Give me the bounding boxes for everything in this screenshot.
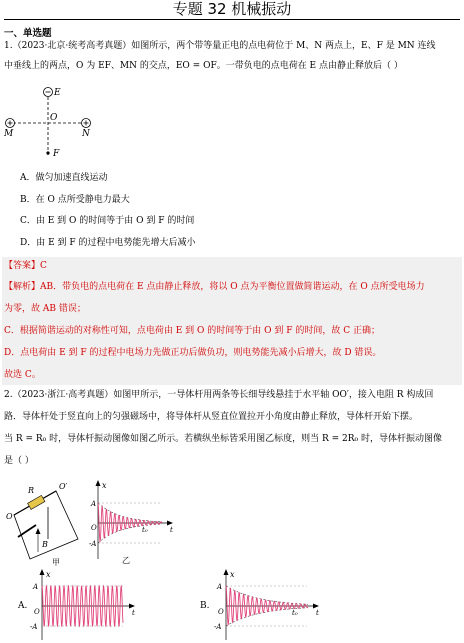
resistor-icon: [28, 495, 45, 509]
q2-figure-jia: [4, 477, 92, 567]
label-t: t: [316, 609, 319, 617]
label-origin: O: [91, 524, 97, 532]
label-neg-a: -A: [89, 540, 97, 548]
label-a: A: [91, 500, 97, 508]
q2-stem-line-4: 是（ ）: [4, 456, 34, 466]
q1-option-c[interactable]: C．由 E 到 O 的时间等于由 O 到 F 的时间: [20, 216, 195, 226]
q2-stem-line-3: 当 R = R₀ 时，导体杆振动图像如图乙所示。若横纵坐标皆采用图乙标度，则当 R = 2R₀ 时，导体杆振动图像: [4, 434, 443, 444]
analysis-text-1: AB．带负电的点电荷在 E 点由静止释放，将以 O 点为平衡位置做简谐运动，在 O 点所受电场力: [40, 282, 425, 292]
label-o-prime: O′: [59, 482, 68, 491]
q2-option-b-graph[interactable]: [212, 568, 324, 642]
label-n: N: [82, 129, 90, 139]
label-e: E: [54, 88, 61, 98]
label-a: A: [217, 583, 223, 591]
damped-oscillation-curve: [226, 586, 308, 625]
q1-option-d[interactable]: D．由 E 到 F 的过程中电势能先增大后减小: [20, 238, 196, 248]
label-o: O: [50, 113, 58, 123]
q2-stem-line-2: 路．导体杆处于竖直向上的匀强磁场中，将导体杆从竖直位置拉开小角度由静止释放，导体杆开始下摆。: [4, 412, 419, 422]
label-neg-a: -A: [30, 623, 38, 631]
q2-option-a-graph[interactable]: [28, 568, 140, 642]
q2-stem-line-1: 2.（2023·浙江·高考真题）如图甲所示，一导体杆用两条等长细导线悬挂于水平轴 OO′，接入电阻 R 构成回: [4, 390, 434, 400]
label-m: M: [4, 129, 14, 139]
label-origin: O: [218, 608, 224, 616]
q2-option-b-label[interactable]: B.: [200, 601, 210, 611]
label-x: x: [46, 570, 51, 579]
title-divider: [4, 19, 460, 20]
q1-analysis-line-2: 为零，故 AB 错误；: [4, 304, 86, 314]
point-f: [46, 151, 49, 154]
section-heading: 一、单选题: [4, 28, 52, 39]
q1-option-b[interactable]: B．在 O 点所受静电力最大: [20, 195, 130, 205]
q1-option-a[interactable]: A．做匀加速直线运动: [20, 173, 108, 183]
caption-jia: 甲: [52, 558, 60, 567]
q2-figure-yi: [90, 477, 180, 567]
label-t0: t₀: [292, 609, 298, 617]
q1-stem-line-2: 中垂线上的两点，O 为 EF、MN 的交点，EO = OF。一带负电的点电荷在 E 点由静止释放后（ ）: [4, 61, 403, 71]
conductor-rod: [18, 525, 36, 537]
page-title: 专题 32 机械振动: [172, 0, 292, 18]
label-b: B: [42, 540, 48, 549]
q1-analysis-line-1: [4, 281, 460, 293]
caption-yi: 乙: [122, 556, 130, 565]
label-o: O: [6, 512, 13, 521]
label-origin: O: [34, 608, 40, 616]
label-x: x: [102, 481, 107, 490]
q1-analysis-line-3: C．根据简谐运动的对称性可知，点电荷由 E 到 O 的时间等于由 O 到 F 的时间，故 C 正确；: [4, 326, 380, 336]
label-neg-a: -A: [214, 623, 222, 631]
q2-option-a-label[interactable]: A.: [18, 601, 28, 611]
q1-stem-line-1: 1.（2023·北京·统考高考真题）如图所示，两个带等量正电的点电荷位于 M、N 两点上，E、F 是 MN 连线: [4, 41, 436, 51]
q1-figure: [4, 80, 104, 170]
label-t0: t₀: [142, 526, 148, 534]
label-r: R: [28, 486, 35, 495]
damped-oscillation-curve: [98, 503, 162, 541]
label-a: A: [33, 583, 39, 591]
q1-answer: 【答案】C: [4, 261, 47, 271]
label-x: x: [230, 570, 235, 579]
q1-analysis-line-5: 故选 C。: [4, 370, 41, 380]
label-f: F: [53, 149, 60, 159]
label-t: t: [132, 609, 135, 617]
analysis-tag: 【解析】: [4, 282, 41, 292]
label-t: t: [170, 526, 173, 534]
q1-analysis-line-4: D．点电荷由 E 到 F 的过程中电场力先做正功后做负功，则电势能先减小后增大，故 D 错误。: [4, 348, 382, 358]
answer-block: [2, 257, 462, 385]
